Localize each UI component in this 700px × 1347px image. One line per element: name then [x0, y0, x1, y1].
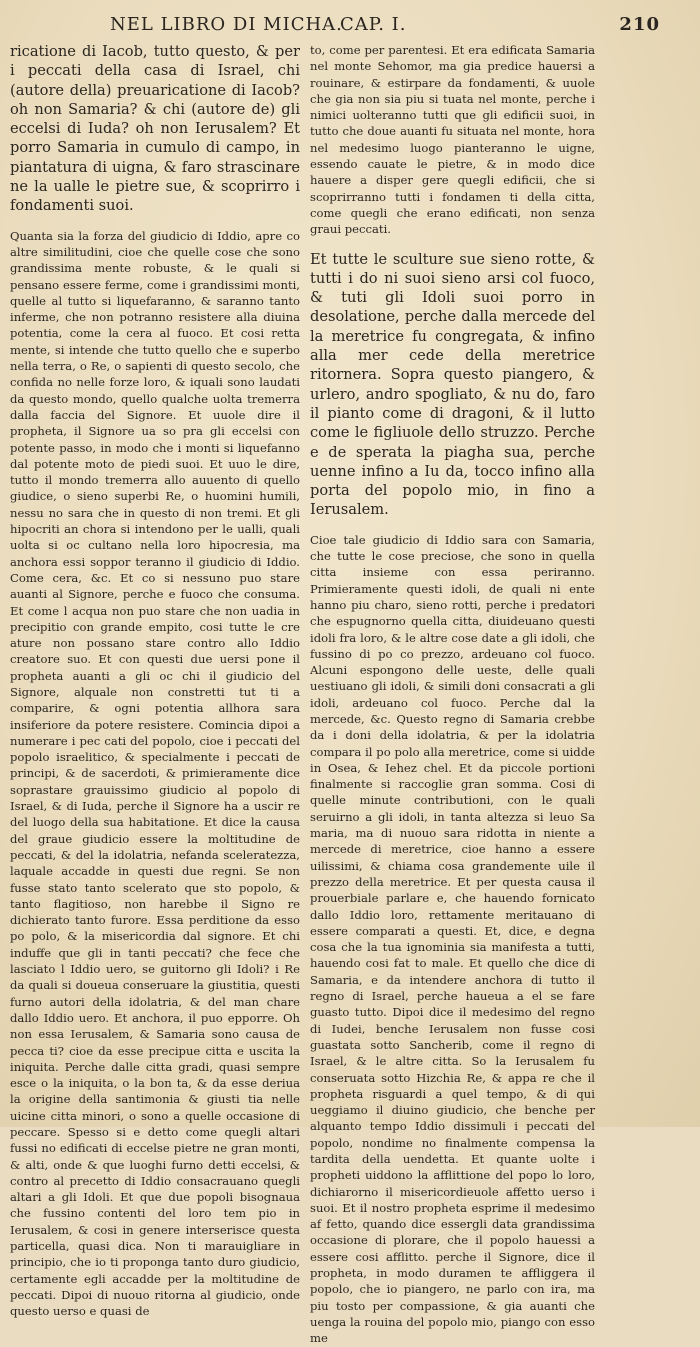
left-column — [10, 42, 300, 1320]
header-title: NEL LIBRO DI MICHA. — [110, 14, 343, 35]
commentary-text: Cioe tale giudicio di Iddio sara con Samaria, che tutte le cose preciose, che sono in quella citta insieme con essa periranno. Primieramente questi idoli, de quali ni ente hanno piu charo, sieno rotti, perche i predatori che espugnorno quella citta, diuideuano questi idoli fra loro, & le altre cose date a gli idoli, che fussino di po co prezzo, ardeuano col fuoco. Alcuni espongono delle ueste, delle quali uestiuano gli idoli, & simili doni consacrati a gli idoli, ardeuano col fuoco. Perche dal la mercede, &c. Questo regno di Samaria crebbe da i doni della idolatria, & per la idolatria compara il po polo alla meretrice, come si uidde in Osea, & Iehez chel. Et da piccole portioni finalmente si raccoglie gran somma. Cosi di quelle minute contributioni, con le quali seruirno a gli idoli, in tanta altezza si leuo Sa maria, ma di nuouo sara ridotta in niente a mercede di meretrice, cioe hanno a essere uilissimi, & chiama cosa grandemente uile il prezzo della meretrice. Et per questa causa il prouerbiale parlare e, che hauendo fornicato dallo Iddio loro, rettamente meritauano di essere comparati a questi. Et, dice, e degna cosa che la tua ignominia sia manifesta a tutti, hauendo cosi fat to male. Et quello che dice di Samaria, e da intendere anchora di tutto il regno di Israel, perche haueua a el se fare guasto tutto. Dipoi dice il medesimo del regno di Iudei, benche Ierusalem non fusse cosi guastata sotto Sancherib, come il regno di Israel, & le altre citta. So la Ierusalem fu conseruata sotto Hizchia Re, & appa re che il propheta risguardi a quel tempo, & di qui ueggiamo il diuino giudicio, che benche per alquanto tempo Iddio dissimuli i peccati del popolo, nondime no finalmente compensa la tardita della uendetta. Et quante uolte i propheti uiddono la afflittione del popo lo loro, dichiarorno il misericordieuole affetto uerso i suoi. Et il nostro propheta esprime il medesimo af fetto, quando dice essergli data grandissima occasione di plorare, che il popolo hauessi a essere cosi afflitto. perche il Signore, dice il propheta, in modo duramen te affliggera il popolo, che io piangero, ne parlo con ira, ma piu tosto per compassione, & gia auanti che uenga la rouina del popolo mio, piango con esso me — [310, 532, 595, 1346]
paragraph-gap — [10, 216, 300, 228]
paragraph-gap — [310, 520, 595, 532]
commentary-text: Quanta sia la forza del giudicio di Iddio, apre co altre similitudini, cioe che quelle cose che sono grandissima mente robuste, & le quali si pensano essere ferme, come i grandissimi monti, quelle al tutto si liquefaranno, & saranno tanto inferme, che non potranno resistere alla diuina potentia, come la cera al fuoco. Et cosi retta mente, si intende che tutto quello che e superbo nella terra, o Re, o sapienti di questo secolo, che confida no nelle forze loro, & iquali sono laudati da questo mondo, quello qualche uolta tremerra dalla faccia del Signore. Et uuole dire il propheta, il Signore ua so pra gli eccelsi con potente passo, in modo che i monti si liquefanno dal potente moto de piedi suoi. Et uuo le dire, tutto il mondo tremerra allo auuento di quello giudice, o sieno superbi Re, o huomini humili, nessu no sara che in questo di non tremi. Et gli hipocriti an chora si intendono per le ualli, quali uolta si oc cultano nella loro hipocresia, ma anchora essi soppor teranno il giudicio di Iddio. Come cera, &c. Et co si nessuno puo stare auanti al Signore, perche e fuoco che consuma. Et come l acqua non puo stare che non uadia in precipitio con grande empito, cosi tutte le cre ature non possano stare contro allo Iddio creatore suo. Et con questi due uersi pone il propheta auanti a gli oc chi il giudicio del Signore, alquale non constretti tut ti a comparire, & ogni potentia allhora sara insiferiore da potere resistere. Comincia dipoi a numerare i pec cati del popolo, cioe i peccati del popolo israelitico, & specialmente i peccati de principi, & de sacerdoti, & primieramente dice soprastare grauissimo giudicio al popolo di Israel, & di Iuda, perche il Signore ha a uscir re del luogo della sua habitatione. Et dice la causa del graue giudicio essere la moltitudine de peccati, & del la idolatria, nefanda sceleratezza, laquale accadde in questi due regni. Se non fusse stato tanto scelerato que sto popolo, & tanto flagitioso, non harebbe il Signo re dichierato tanto furore. Essa perditione da esso po polo, & la misericordia dal signore. Et chi induffe que gli in tanti peccati? che fece che lasciato l Iddio uero, se guitorno gli Idoli? i Re da quali si doueua conseruare la giustitia, questi furno autori della idolatria, & del man chare dallo Iddio uero. Et anchora, il puo epporre. Oh non essa Ierusalem, & Samaria sono causa de pecca ti? cioe da esse precipue citta e uscita la iniquita. Perche dalle citta gradi, quasi sempre esce o la iniquita, o la bon ta, & da esse deriua la origine della santimonia & giusti tia nelle uicine citta minori, o sono a quelle occasione di peccare. Spesso si e detto come quegli altari fussi no edificati di eccelse pietre ne gran monti, & alti, onde & que luoghi furno detti eccelsi, & contro al precetto di Iddio consacrauano quegli altari a gli Idoli. Et que due popoli bisognaua che fussino contenti del loro tem pio in Ierusalem, & cosi in genere interserisce questa particella, quasi dica. Non ti marauigliare in principio, che io ti proponga tanto duro giudicio, certamente egli accadde per la moltitudine de peccati. Dipoi di nuouo ritorna al giudicio, onde questo uerso e quasi de — [10, 228, 300, 1319]
paragraph-gap — [310, 238, 595, 250]
scripture-text: ricatione di Iacob, tutto questo, & per i peccati della casa di Israel, chi (autore della) preuaricatione di Iacob? oh non Samaria? & chi (autore de) gli eccelsi di Iuda? oh non Ierusalem? Et porro Samaria in cumulo di campo, in piantatura di uigna, & faro strascinare ne la ualle le pietre sue, & scoprirro i fondamenti suoi. — [10, 43, 300, 215]
running-header — [110, 14, 660, 40]
page-number: 210 — [619, 14, 660, 35]
right-column — [310, 42, 595, 1347]
header-chapter: CAP. I. — [340, 14, 407, 35]
commentary-text: to, come per parentesi. Et era edificata Samaria nel monte Sehomor, ma gia predice hauersi a rouinare, & estirpare da fondamenti, & uuole che gia non sia piu si tuata nel monte, perche i nimici uolteranno tutti que gli edificii suoi, in tutto che doue auanti fu situata nel monte, hora nel medesimo luogo pianteranno le uigne, essendo cauate le pietre, & in modo dice hauere a disper gere quegli edificii, che si scoprirranno tutti i fondamen ti della citta, come quegli che erano edificati, non senza graui peccati. — [310, 43, 595, 237]
scripture-text: Et tutte le sculture sue sieno rotte, & tutti i do ni suoi sieno arsi col fuoco, & tuti gli Idoli suoi porro in desolatione, perche dalla mercede del la meretrice fu congregata, & infino alla mer cede della meretrice ritornera. Sopra questo piangero, & urlero, andro spogliato, & nu do, faro il pianto come di dragoni, & il lutto come le figliuole dello struzzo. Perche e de sperata la piagha sua, perche uenne infino a Iu da, tocco infino alla porta del popolo mio, in fino a Ierusalem. — [310, 250, 595, 519]
